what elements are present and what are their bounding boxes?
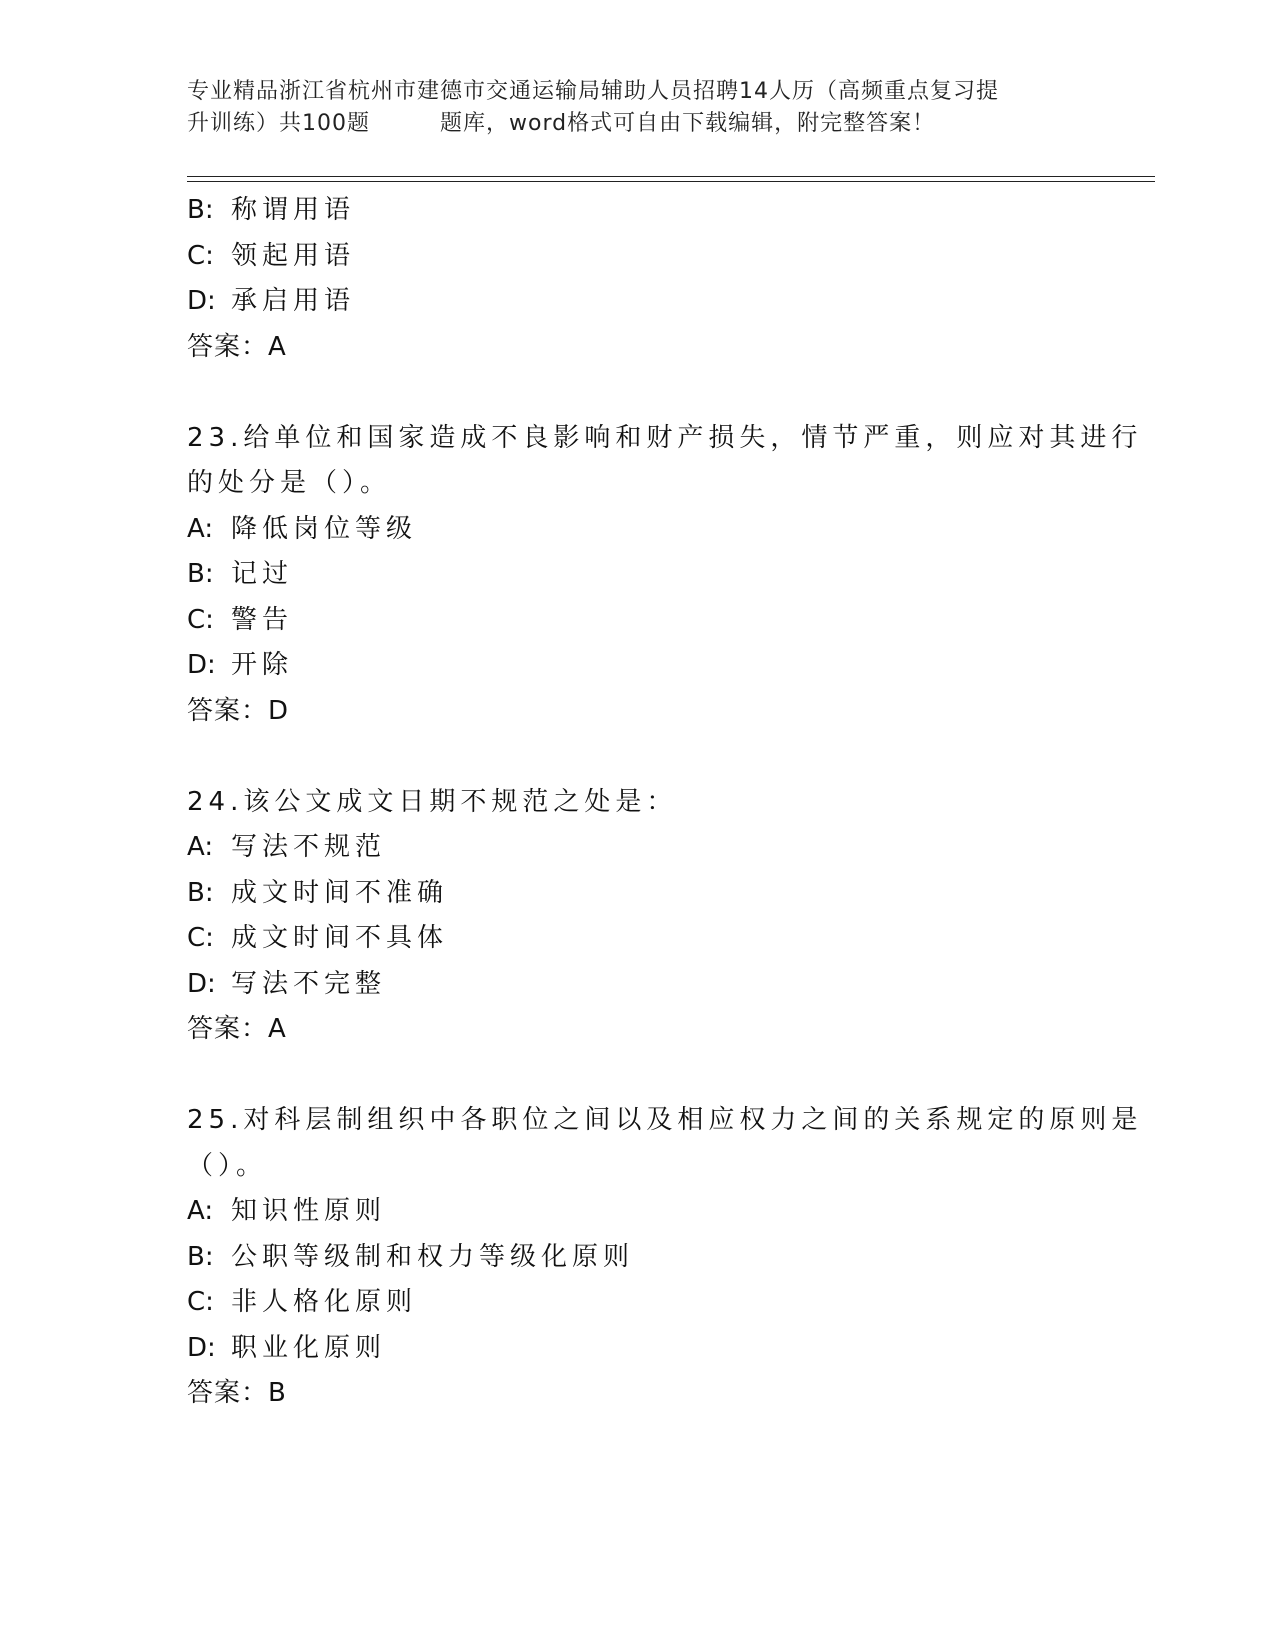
option-b — [187, 188, 1087, 234]
option-key: D: — [187, 286, 216, 316]
option-a — [187, 1189, 1087, 1235]
header-line-2 — [187, 108, 1087, 140]
option-d — [187, 643, 1087, 689]
question-23 — [187, 416, 1143, 735]
option-a — [187, 825, 1087, 871]
option-text: 知识性原则 — [231, 1196, 387, 1226]
option-key: C: — [187, 1287, 214, 1317]
option-key: D: — [187, 968, 216, 999]
question-stem-continued: 的处分是（）。 — [187, 468, 392, 498]
option-text: 开除 — [231, 650, 294, 680]
page-header — [187, 76, 1087, 140]
option-key: C: — [187, 604, 214, 635]
option-c — [187, 234, 1087, 280]
option-key: A: — [187, 1196, 214, 1226]
question-stem: 24.该公文成文日期不规范之处是： — [187, 786, 678, 817]
question-24 — [187, 780, 1087, 1053]
header-line-1: 专业精品浙江省杭州市建德市交通运输局辅助人员招聘14人历（高频重点复习提 — [187, 79, 999, 104]
option-b — [187, 1235, 1087, 1281]
option-text: 成文时间不准确 — [231, 877, 449, 908]
option-b — [187, 552, 1087, 598]
option-text: 成文时间不具体 — [231, 923, 449, 953]
question-22-tail — [187, 188, 1087, 370]
question-25 — [187, 1098, 1143, 1417]
option-key: B: — [187, 195, 214, 225]
option-c — [187, 598, 1087, 644]
answer-line: 答案：B — [187, 1378, 287, 1408]
option-key: C: — [187, 240, 214, 271]
option-key: B: — [187, 1241, 214, 1272]
question-stem: 23.给单位和国家造成不良影响和财产损失，情节严重，则应对其进行 — [187, 422, 1143, 453]
option-text: 称谓用语 — [231, 195, 356, 225]
header-line-2-part-b: 题库，word格式可自由下载编辑，附完整答案！ — [440, 111, 936, 136]
answer-line: 答案：D — [187, 695, 290, 726]
option-key: A: — [187, 832, 214, 862]
option-text: 降低岗位等级 — [231, 513, 418, 544]
option-c — [187, 1280, 1087, 1326]
option-key: B: — [187, 559, 214, 589]
option-text: 写法不规范 — [231, 832, 387, 862]
option-text: 公职等级制和权力等级化原则 — [231, 1241, 635, 1272]
option-key: D: — [187, 1332, 216, 1363]
option-text: 非人格化原则 — [231, 1287, 418, 1317]
option-a — [187, 507, 1087, 553]
header-line-2-part-a: 升训练）共100题 — [187, 111, 370, 136]
question-stem: 25.对科层制组织中各职位之间以及相应权力之间的关系规定的原则是 — [187, 1105, 1143, 1135]
option-text: 记过 — [231, 559, 294, 589]
answer-line: 答案：A — [187, 331, 287, 362]
option-b — [187, 871, 1087, 917]
question-stem-continued: （）。 — [187, 1150, 268, 1181]
option-d — [187, 962, 1087, 1008]
option-key: B: — [187, 877, 214, 908]
header-rule-top — [187, 176, 1155, 177]
option-text: 警告 — [231, 604, 294, 635]
option-text: 领起用语 — [231, 240, 356, 271]
answer-line: 答案：A — [187, 1014, 287, 1044]
option-c — [187, 916, 1087, 962]
option-text: 职业化原则 — [231, 1332, 387, 1363]
option-text: 承启用语 — [231, 286, 356, 316]
question-list — [187, 188, 1143, 1417]
option-d — [187, 1326, 1087, 1372]
option-key: D: — [187, 650, 216, 680]
option-text: 写法不完整 — [231, 968, 387, 999]
option-key: A: — [187, 513, 214, 544]
header-rule-bottom — [187, 181, 1155, 182]
option-d — [187, 279, 1087, 325]
option-key: C: — [187, 923, 214, 953]
